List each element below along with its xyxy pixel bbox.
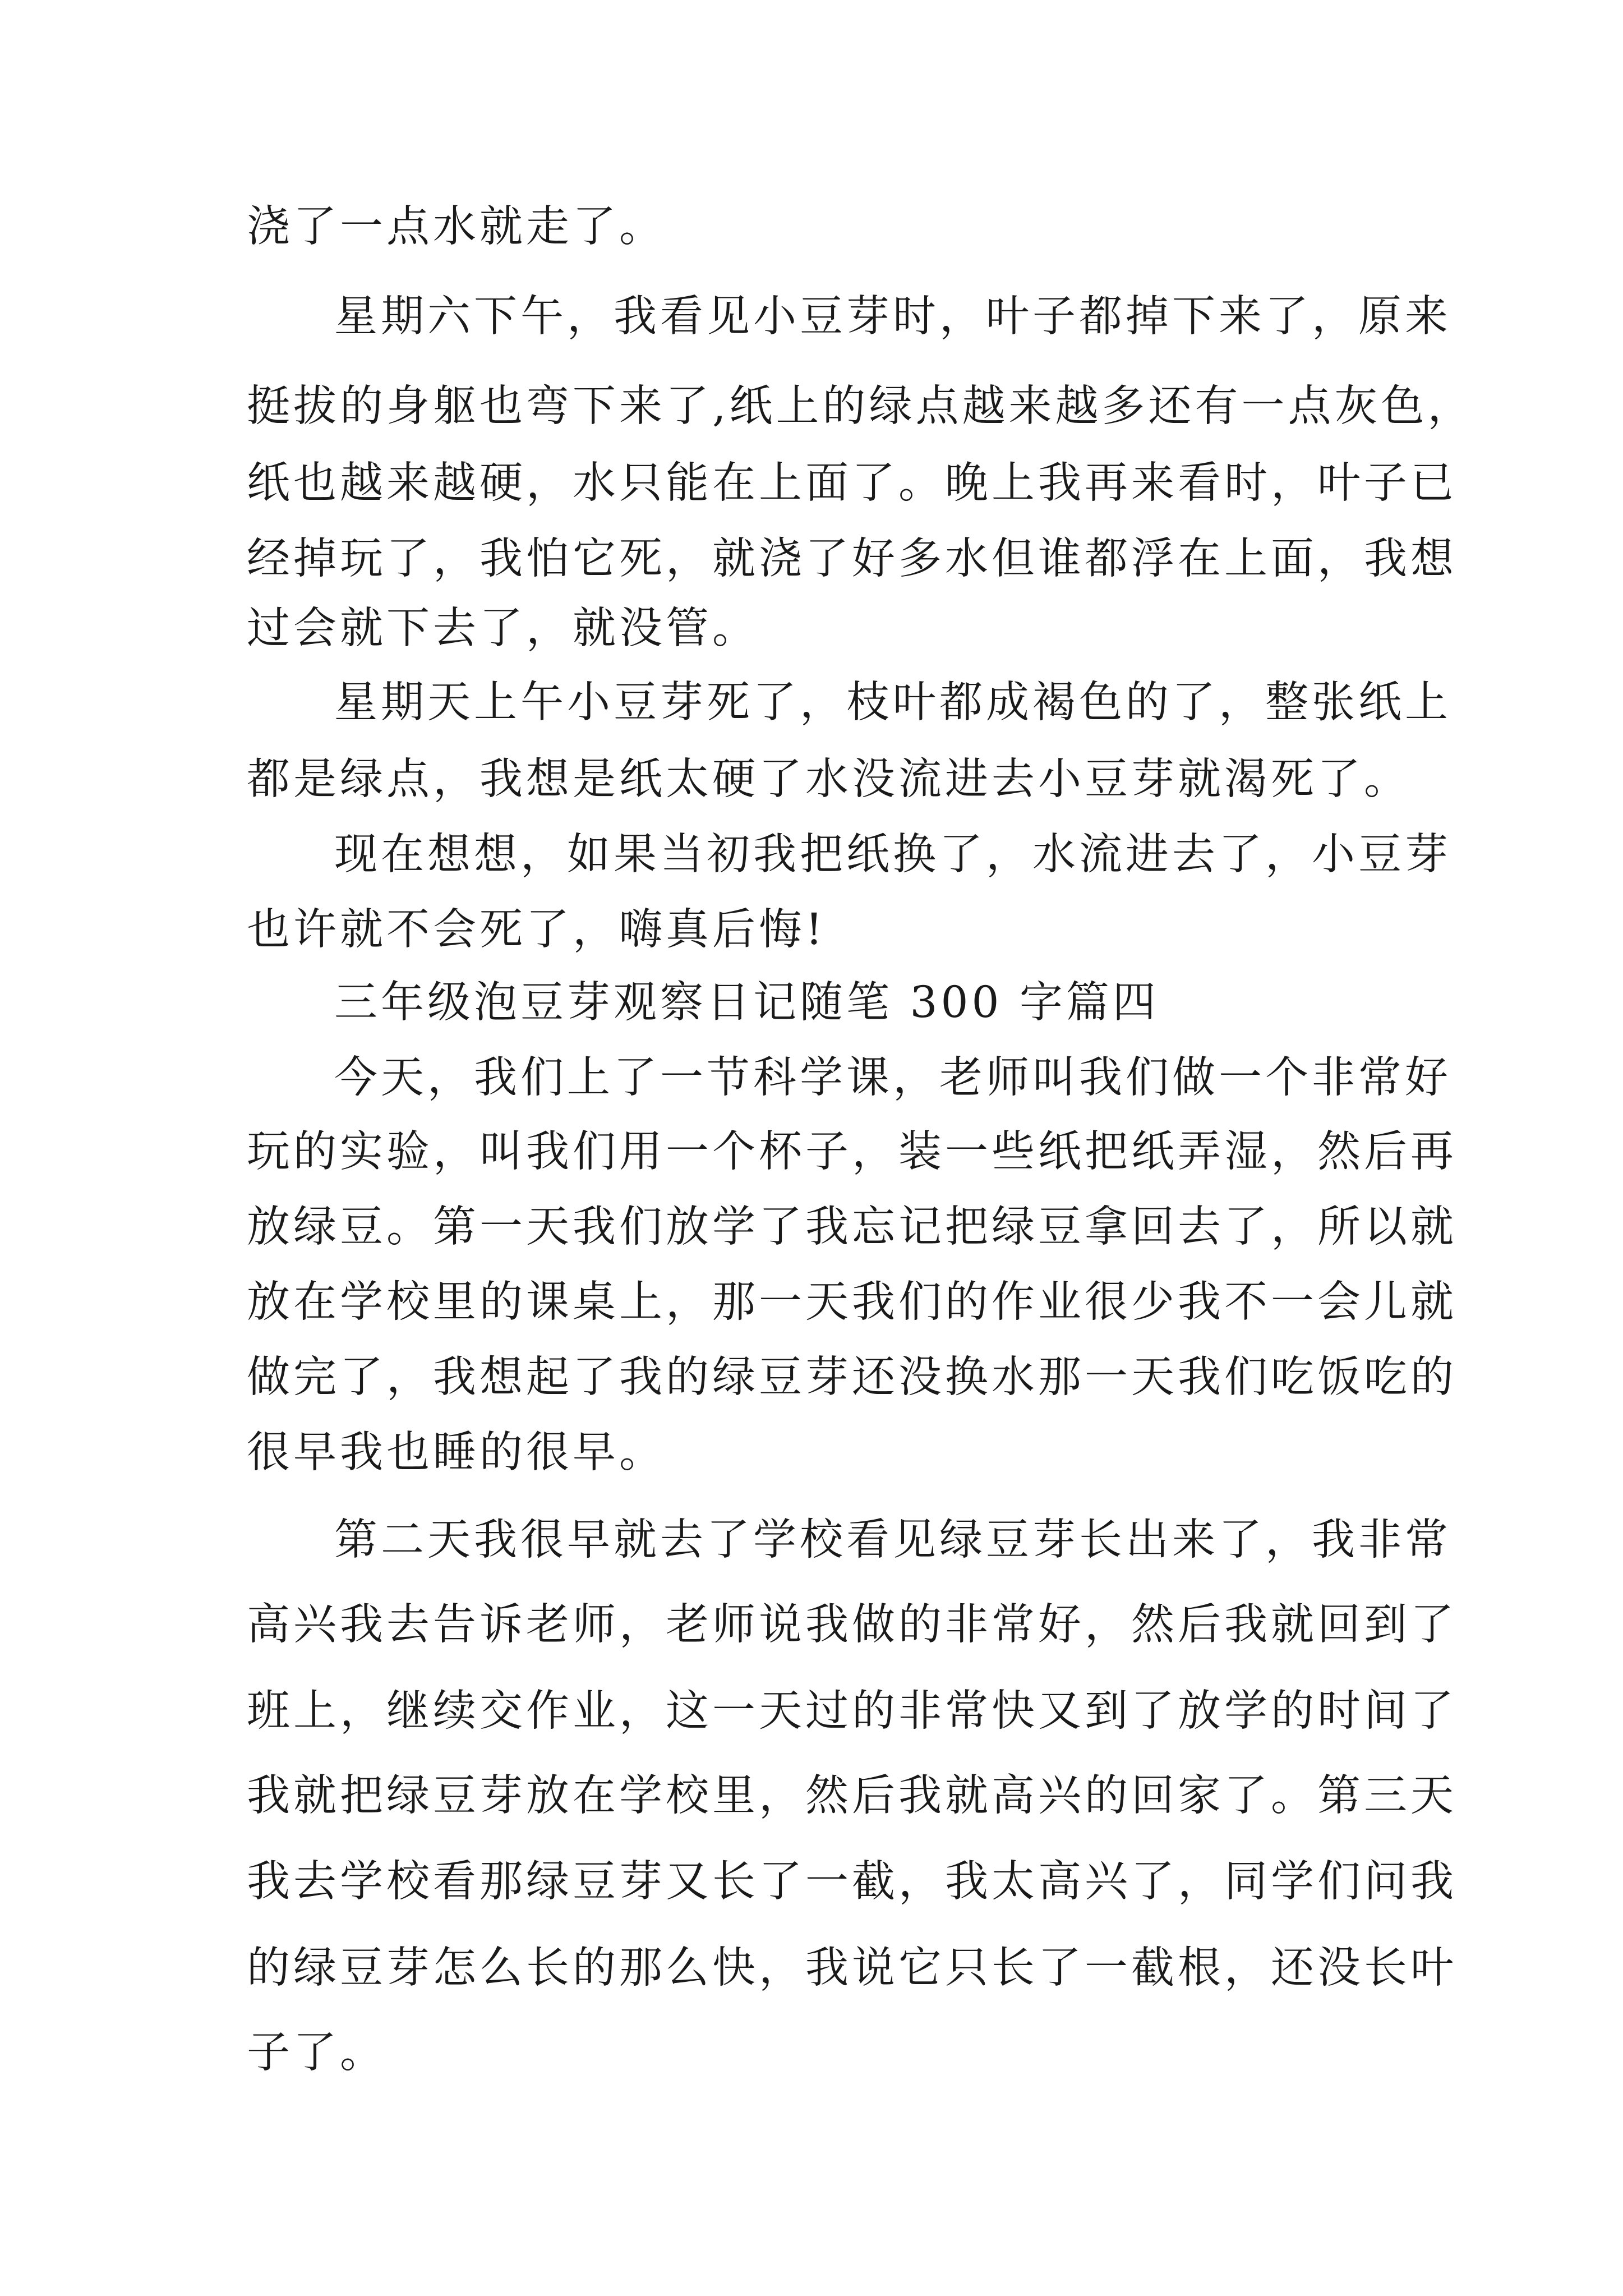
- text-line-7: 星期天上午小豆芽死了，枝叶都成褐色的了，整张纸上: [334, 678, 1451, 728]
- text-line-2: 星期六下午，我看见小豆芽时，叶子都掉下来了，原来: [334, 292, 1451, 342]
- text-line-19: 高兴我去告诉老师，老师说我做的非常好，然后我就回到了: [247, 1600, 1457, 1650]
- text-line-13: 玩的实验，叫我们用一个杯子，装一些纸把纸弄湿，然后再: [247, 1127, 1457, 1177]
- text-line-24: 子了。: [247, 2028, 386, 2078]
- text-line-14: 放绿豆。第一天我们放学了我忘记把绿豆拿回去了，所以就: [247, 1202, 1457, 1252]
- text-line-6: 过会就下去了，就没管。: [247, 604, 759, 654]
- text-line-12: 今天，我们上了一节科学课，老师叫我们做一个非常好: [334, 1053, 1451, 1103]
- text-line-17: 很早我也睡的很早。: [247, 1428, 666, 1478]
- text-line-16: 做完了，我想起了我的绿豆芽还没换水那一天我们吃饭吃的: [247, 1352, 1457, 1402]
- text-line-18: 第二天我很早就去了学校看见绿豆芽长出来了，我非常: [334, 1515, 1451, 1565]
- text-line-4: 纸也越来越硬，水只能在上面了。晚上我再来看时，叶子已: [247, 458, 1457, 508]
- text-line-22: 我去学校看那绿豆芽又长了一截，我太高兴了，同学们问我: [247, 1857, 1457, 1907]
- text-line-23: 的绿豆芽怎么长的那么快，我说它只长了一截根，还没长叶: [247, 1943, 1457, 1993]
- text-line-20: 班上，继续交作业，这一天过的非常快又到了放学的时间了: [247, 1686, 1457, 1736]
- text-line-5: 经掉玩了，我怕它死，就浇了好多水但谁都浮在上面，我想: [247, 534, 1457, 584]
- section-heading: 三年级泡豆芽观察日记随笔 300 字篇四: [334, 978, 1159, 1028]
- text-line-9: 现在想想，如果当初我把纸换了，水流进去了，小豆芽: [334, 830, 1451, 880]
- text-line-8: 都是绿点，我想是纸太硬了水没流进去小豆芽就渴死了。: [247, 754, 1410, 804]
- text-line-15: 放在学校里的课桌上，那一天我们的作业很少我不一会儿就: [247, 1277, 1457, 1327]
- text-line-3: 挺拔的身躯也弯下来了,纸上的绿点越来越多还有一点灰色，: [247, 381, 1474, 431]
- text-line-10: 也许就不会死了，嗨真后悔!: [247, 905, 826, 955]
- text-line-1: 浇了一点水就走了。: [247, 202, 666, 252]
- text-line-21: 我就把绿豆芽放在学校里，然后我就高兴的回家了。第三天: [247, 1771, 1457, 1821]
